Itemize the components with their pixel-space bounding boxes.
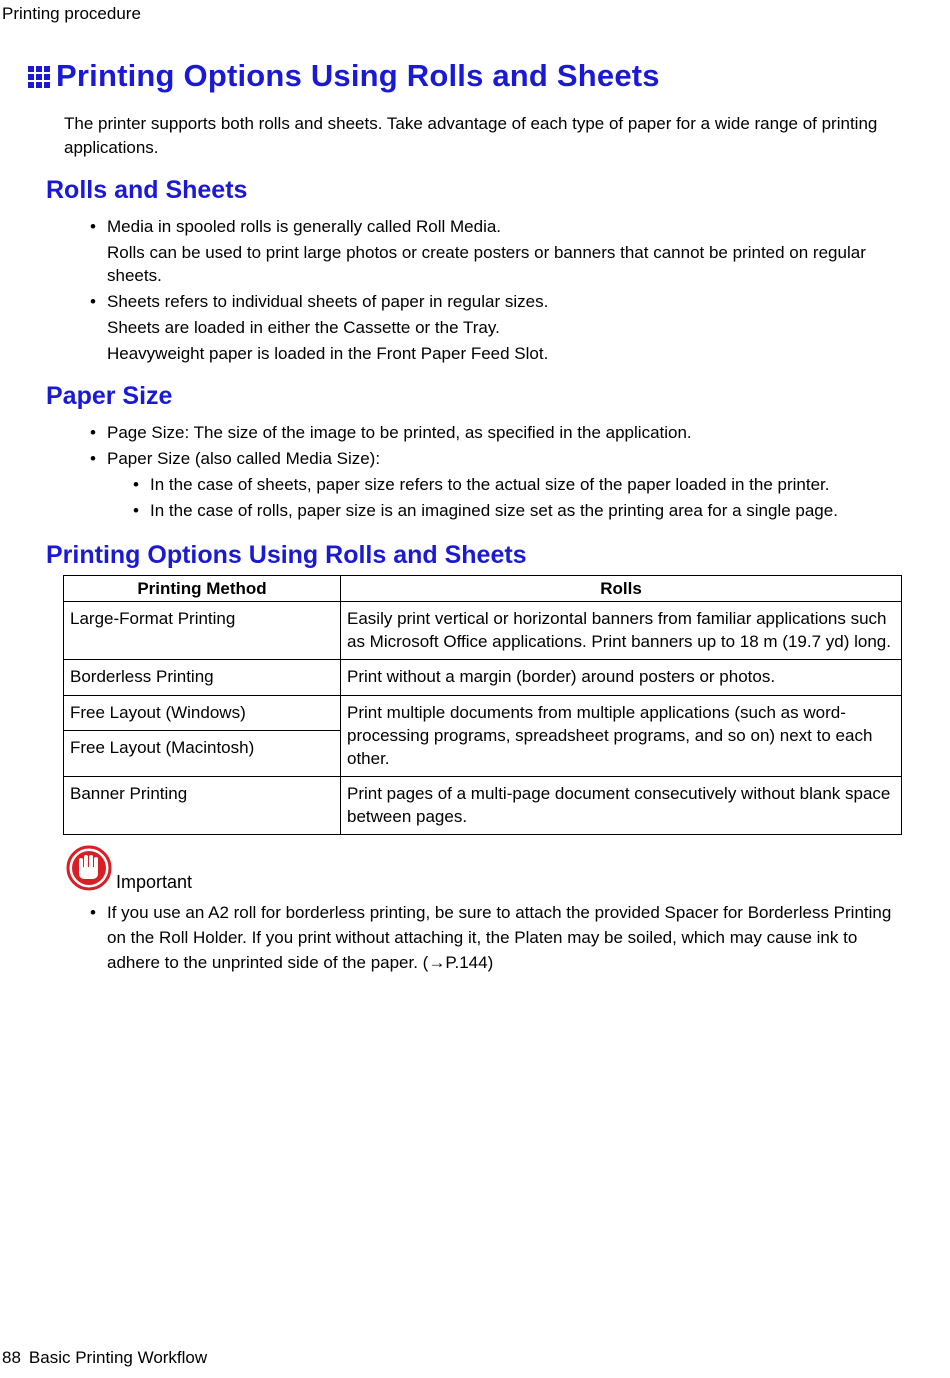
description-cell: Print multiple documents from multiple applications (such as word-processing programs, spreadsheet programs, and so on) next to each other. <box>341 696 902 777</box>
page-title <box>28 58 660 94</box>
page-footer <box>2 1348 207 1368</box>
sub-bullet-sheets: • In the case of sheets, paper size refers to the actual size of the paper loaded in the printer. <box>133 473 910 496</box>
sub-bullet-rolls: • In the case of rolls, paper size is an imagined size set as the printing area for a single page. <box>133 499 910 522</box>
heading-printing-options: Printing Options Using Rolls and Sheets <box>46 541 527 569</box>
column-header-rolls: Rolls <box>341 576 902 602</box>
table-row <box>64 660 902 696</box>
description-cell: Easily print vertical or horizontal banners from familiar applications such as Microsoft Office applications. Print banners up to 18 m (19.7 yd) long. <box>341 602 902 660</box>
bullet-roll-media: • Media in spooled rolls is generally called Roll Media. <box>90 215 910 238</box>
important-note <box>90 900 910 975</box>
table-row <box>64 696 902 731</box>
method-cell: Banner Printing <box>64 777 341 835</box>
table-row <box>64 777 902 835</box>
bullet-roll-media-detail: Rolls can be used to print large photos or create posters or banners that cannot be printed on regular sheets. <box>107 243 866 285</box>
table-header-row <box>64 576 902 602</box>
heading-paper-size: Paper Size <box>46 382 173 410</box>
column-header-method: Printing Method <box>64 576 341 602</box>
method-cell: Free Layout (Windows) <box>64 696 341 731</box>
heading-rolls-and-sheets: Rolls and Sheets <box>46 176 248 204</box>
bullet-paper-size: • Paper Size (also called Media Size): <box>90 447 910 470</box>
description-cell: Print pages of a multi-page document consecutively without blank space between pages. <box>341 777 902 835</box>
page-title-text: Printing Options Using Rolls and Sheets <box>56 58 660 93</box>
important-bullet: • If you use an A2 roll for borderless printing, be sure to attach the provided Spacer for Borderless Printing on the Roll Holder. If you print without attaching it, the Platen may be soiled, which may cause ink to adhere to the unprinted side of the paper. (→P.144) <box>90 900 910 975</box>
intro-paragraph: The printer supports both rolls and sheets. Take advantage of each type of paper for a wide range of printing applications. <box>64 114 878 157</box>
footer-section: Basic Printing Workflow <box>28 1348 208 1367</box>
bullet-sheets-detail-2: Heavyweight paper is loaded in the Front Paper Feed Slot. <box>107 344 549 363</box>
printing-options-table <box>63 575 902 835</box>
bullet-page-size: • Page Size: The size of the image to be printed, as specified in the application. <box>90 421 910 444</box>
bullet-sheets: • Sheets refers to individual sheets of paper in regular sizes. <box>90 290 910 313</box>
bullet-sheets-detail-1: Sheets are loaded in either the Cassette or the Tray. <box>107 318 500 337</box>
rolls-bullet-list <box>90 215 910 365</box>
method-cell: Borderless Printing <box>64 660 341 696</box>
method-cell: Large-Format Printing <box>64 602 341 660</box>
table-row <box>64 602 902 660</box>
grid-icon <box>28 66 50 88</box>
description-cell: Print without a margin (border) around posters or photos. <box>341 660 902 696</box>
running-head: Printing procedure <box>2 4 141 23</box>
method-cell: Free Layout (Macintosh) <box>64 731 341 777</box>
paper-size-bullet-list <box>90 421 910 522</box>
important-label: Important <box>116 872 193 892</box>
stop-hand-icon <box>66 845 112 891</box>
page-number: 88 <box>2 1348 21 1367</box>
